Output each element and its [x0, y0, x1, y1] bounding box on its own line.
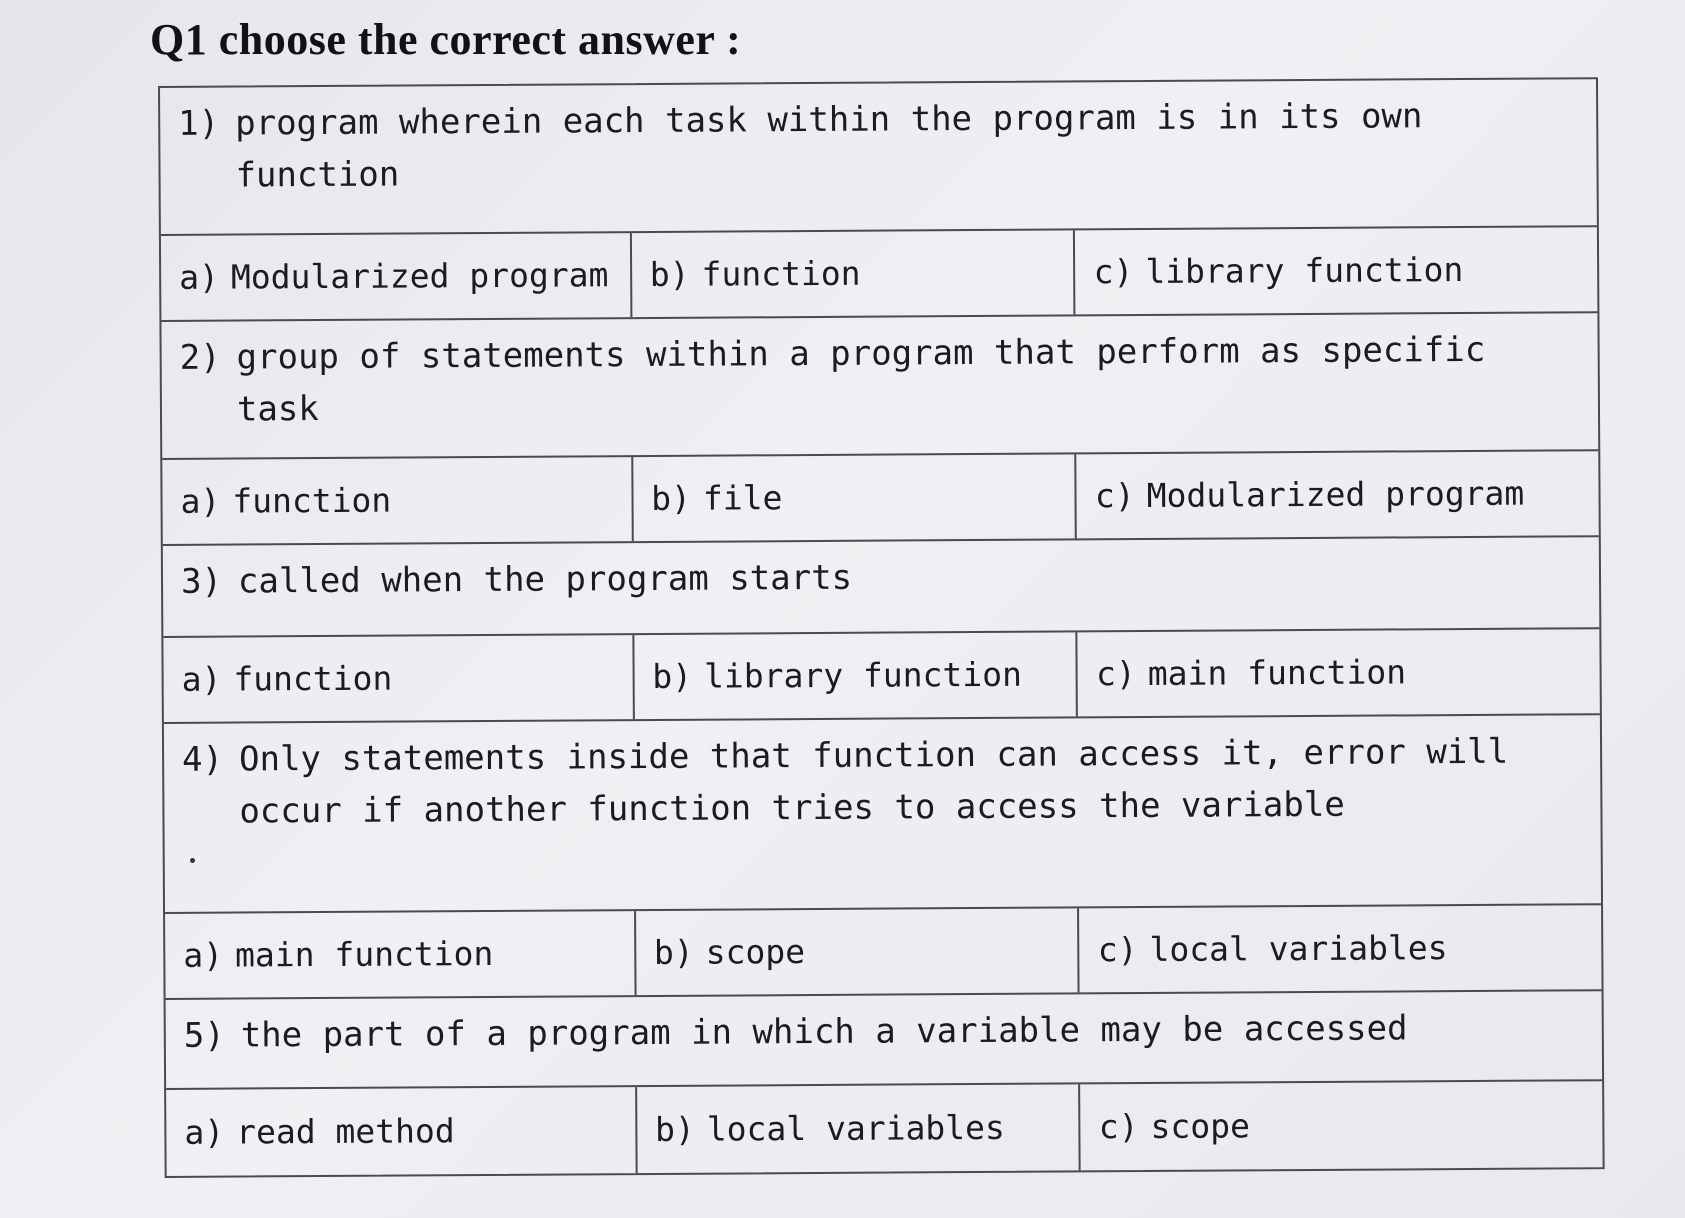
option-b[interactable] [635, 1084, 1079, 1173]
option-label: c) [1095, 654, 1136, 694]
option-label: a) [181, 659, 222, 699]
option-b[interactable] [630, 230, 1074, 317]
option-text: read method [236, 1111, 455, 1152]
option-b[interactable] [632, 632, 1076, 719]
question-4-options [165, 905, 1601, 1000]
option-text: function [233, 658, 393, 699]
option-text: local variables [1149, 928, 1448, 969]
option-a[interactable] [163, 635, 632, 722]
option-c[interactable] [1073, 227, 1597, 314]
question-table [158, 77, 1605, 1178]
option-text: function [701, 253, 861, 294]
option-text: function [232, 480, 392, 521]
option-text: scope [705, 932, 806, 972]
page-title: Q1 choose the correct answer : [150, 15, 742, 64]
question-1 [160, 79, 1597, 236]
option-label: a) [184, 1112, 225, 1152]
option-c[interactable] [1079, 1081, 1603, 1170]
option-label: a) [183, 935, 224, 975]
option-label: c) [1093, 252, 1134, 292]
question-text: group of statements within a program that perform as specific task [236, 329, 1486, 430]
option-text: main function [1147, 652, 1407, 693]
option-text: file [702, 478, 783, 518]
option-text: Modularized program [230, 255, 609, 297]
question-5 [166, 991, 1603, 1090]
option-text: main function [234, 933, 494, 975]
question-4 [164, 715, 1601, 914]
option-a[interactable] [165, 911, 634, 998]
question-2-options [162, 451, 1598, 546]
question-number: 3) [180, 561, 223, 602]
question-3-options [163, 629, 1599, 724]
stray-dot [190, 858, 195, 863]
option-c[interactable] [1075, 451, 1599, 538]
question-text: called when the program starts [237, 557, 853, 602]
option-label: b) [653, 932, 694, 972]
option-label: c) [1094, 476, 1135, 516]
option-label: c) [1097, 930, 1138, 970]
question-number: 1) [178, 103, 220, 144]
option-label: a) [179, 257, 220, 297]
question-2 [161, 313, 1598, 460]
option-a[interactable] [166, 1087, 635, 1176]
option-b[interactable] [634, 908, 1078, 995]
question-text: Only statements inside that function can access it, error will occur if another function tries to access the variable [238, 731, 1509, 832]
question-number: 2) [179, 337, 221, 378]
question-number: 4) [181, 739, 224, 780]
option-label: c) [1098, 1107, 1139, 1147]
question-1-options [161, 227, 1597, 322]
option-label: b) [652, 656, 693, 696]
question-text: the part of a program in which a variable may be accessed [240, 1008, 1408, 1056]
option-c[interactable] [1076, 629, 1600, 716]
option-text: library function [1145, 250, 1464, 291]
option-label: a) [180, 481, 221, 521]
option-a[interactable] [161, 233, 630, 320]
option-label: b) [651, 478, 692, 518]
question-number: 5) [183, 1015, 225, 1056]
option-b[interactable] [631, 454, 1075, 541]
option-text: scope [1150, 1106, 1251, 1146]
option-text: local variables [706, 1107, 1005, 1149]
option-label: b) [649, 254, 690, 294]
question-text: program wherein each task within the program is in its own function [235, 96, 1423, 196]
option-a[interactable] [162, 457, 631, 544]
option-c[interactable] [1078, 905, 1602, 992]
question-3 [163, 537, 1600, 638]
option-text: Modularized program [1146, 473, 1525, 515]
question-5-options [166, 1081, 1602, 1176]
option-text: library function [703, 654, 1023, 696]
option-label: b) [654, 1109, 695, 1149]
